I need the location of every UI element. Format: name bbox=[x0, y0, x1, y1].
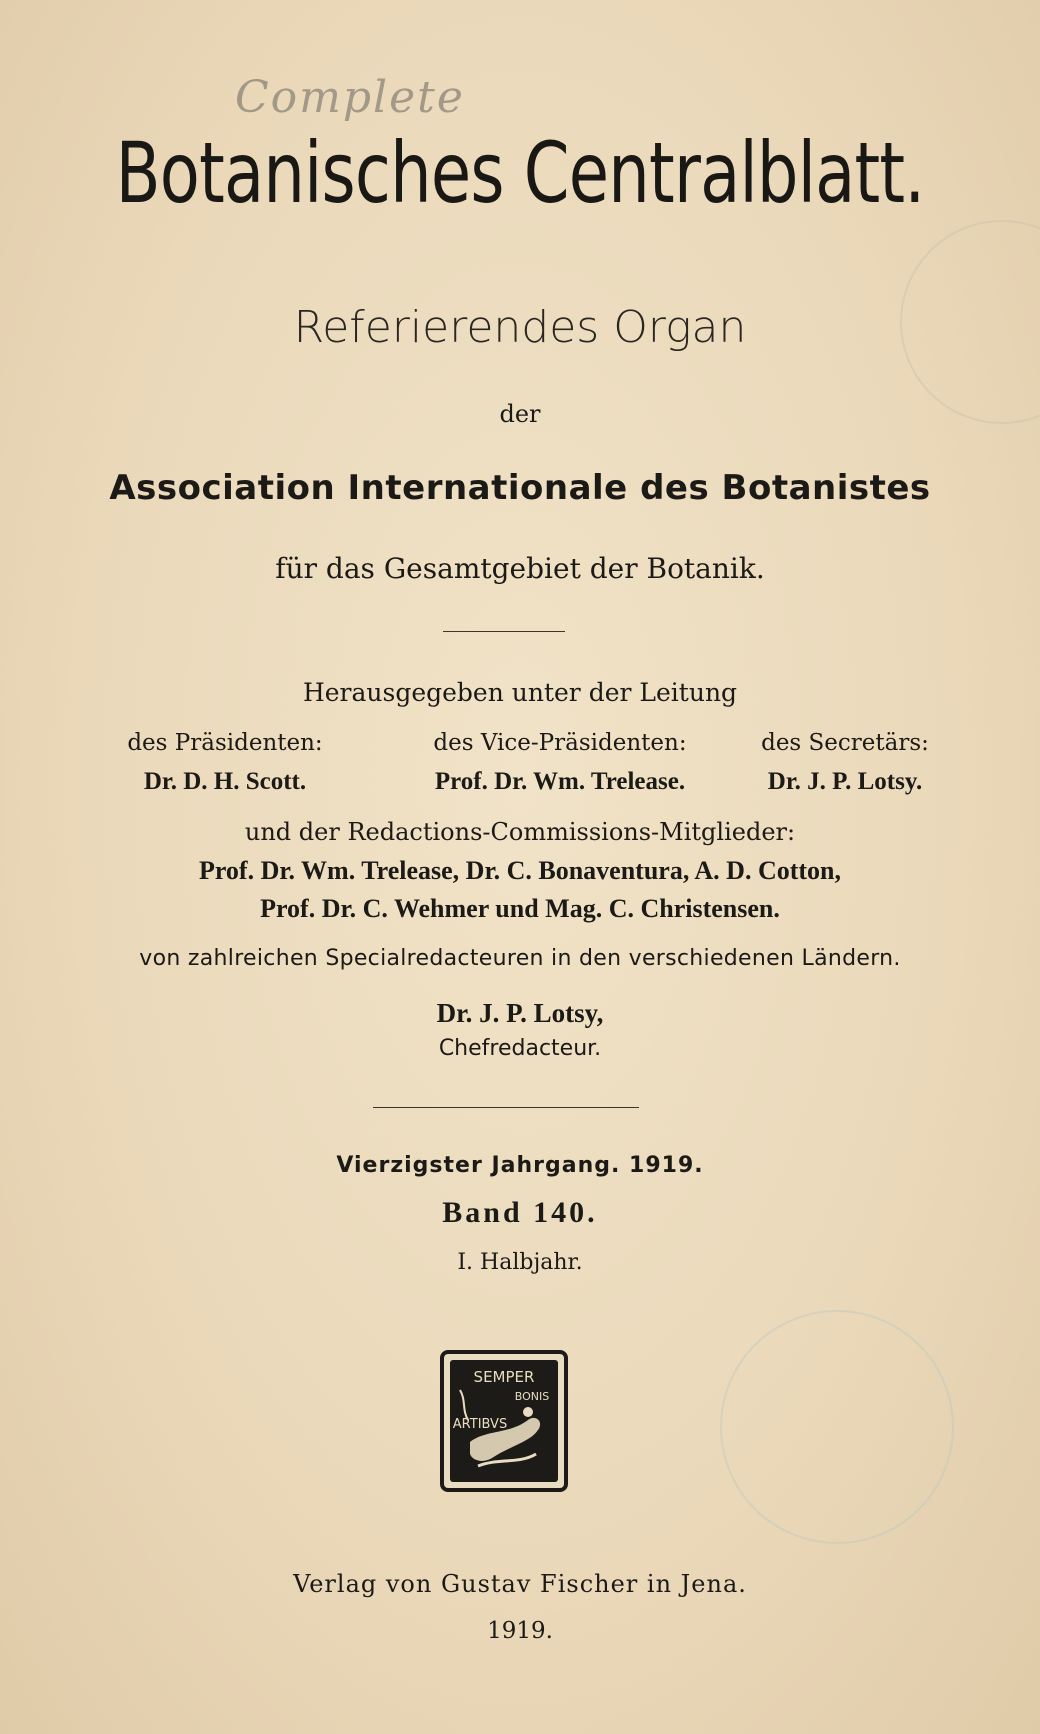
publication-year: 1919. bbox=[487, 1618, 553, 1644]
chief-editor-role: Chefredacteur. bbox=[438, 1036, 602, 1061]
journal-title: Botanisches Centralblatt. bbox=[115, 124, 925, 222]
volume-half-year: I. Halbjahr. bbox=[457, 1250, 583, 1275]
role-label: des Vice-Präsidenten: bbox=[433, 730, 687, 756]
role-label: des Präsidenten: bbox=[127, 730, 323, 756]
connector-der: der bbox=[499, 400, 541, 428]
role-name: Prof. Dr. Wm. Trelease. bbox=[434, 768, 686, 795]
role-president bbox=[100, 730, 350, 796]
committee-heading: und der Redactions-Commissions-Mitglieder: bbox=[244, 818, 796, 846]
committee-members-line2: Prof. Dr. C. Wehmer und Mag. C. Christensen. bbox=[260, 894, 780, 923]
journal-subtitle: Referierendes Organ bbox=[293, 302, 747, 353]
divider-short bbox=[443, 631, 565, 632]
scope-line: für das Gesamtgebiet der Botanik. bbox=[275, 552, 765, 585]
library-stamp-faint bbox=[720, 1310, 954, 1544]
role-label: des Secretärs: bbox=[761, 730, 929, 756]
publisher-line: Verlag von Gustav Fischer in Jena. bbox=[293, 1570, 747, 1598]
editorship-roles bbox=[0, 730, 1040, 800]
role-vice-president bbox=[395, 730, 725, 796]
emblem-text-semper: SEMPER bbox=[473, 1368, 535, 1386]
divider-long bbox=[373, 1107, 639, 1108]
volume-band: Band 140. bbox=[442, 1196, 598, 1229]
emblem-text-bonis: BONIS bbox=[514, 1390, 550, 1403]
chief-editor-name: Dr. J. P. Lotsy, bbox=[436, 998, 604, 1028]
editorship-heading: Herausgegeben unter der Leitung bbox=[302, 678, 738, 707]
association-name: Association Internationale des Botanistes bbox=[109, 468, 931, 508]
role-name: Dr. J. P. Lotsy. bbox=[767, 768, 923, 795]
publisher-emblem-icon bbox=[440, 1350, 568, 1492]
handwritten-note: Complete bbox=[235, 72, 465, 123]
role-name: Dr. D. H. Scott. bbox=[143, 768, 307, 795]
emblem-text-artibus: ARTIBVS bbox=[452, 1417, 508, 1432]
volume-year-line: Vierzigster Jahrgang. 1919. bbox=[336, 1153, 704, 1178]
role-secretary bbox=[740, 730, 950, 796]
specialists-line: von zahlreichen Specialredacteuren in den verschiedenen Ländern. bbox=[139, 946, 901, 971]
committee-members-line1: Prof. Dr. Wm. Trelease, Dr. C. Bonaventura, A. D. Cotton, bbox=[198, 856, 842, 885]
